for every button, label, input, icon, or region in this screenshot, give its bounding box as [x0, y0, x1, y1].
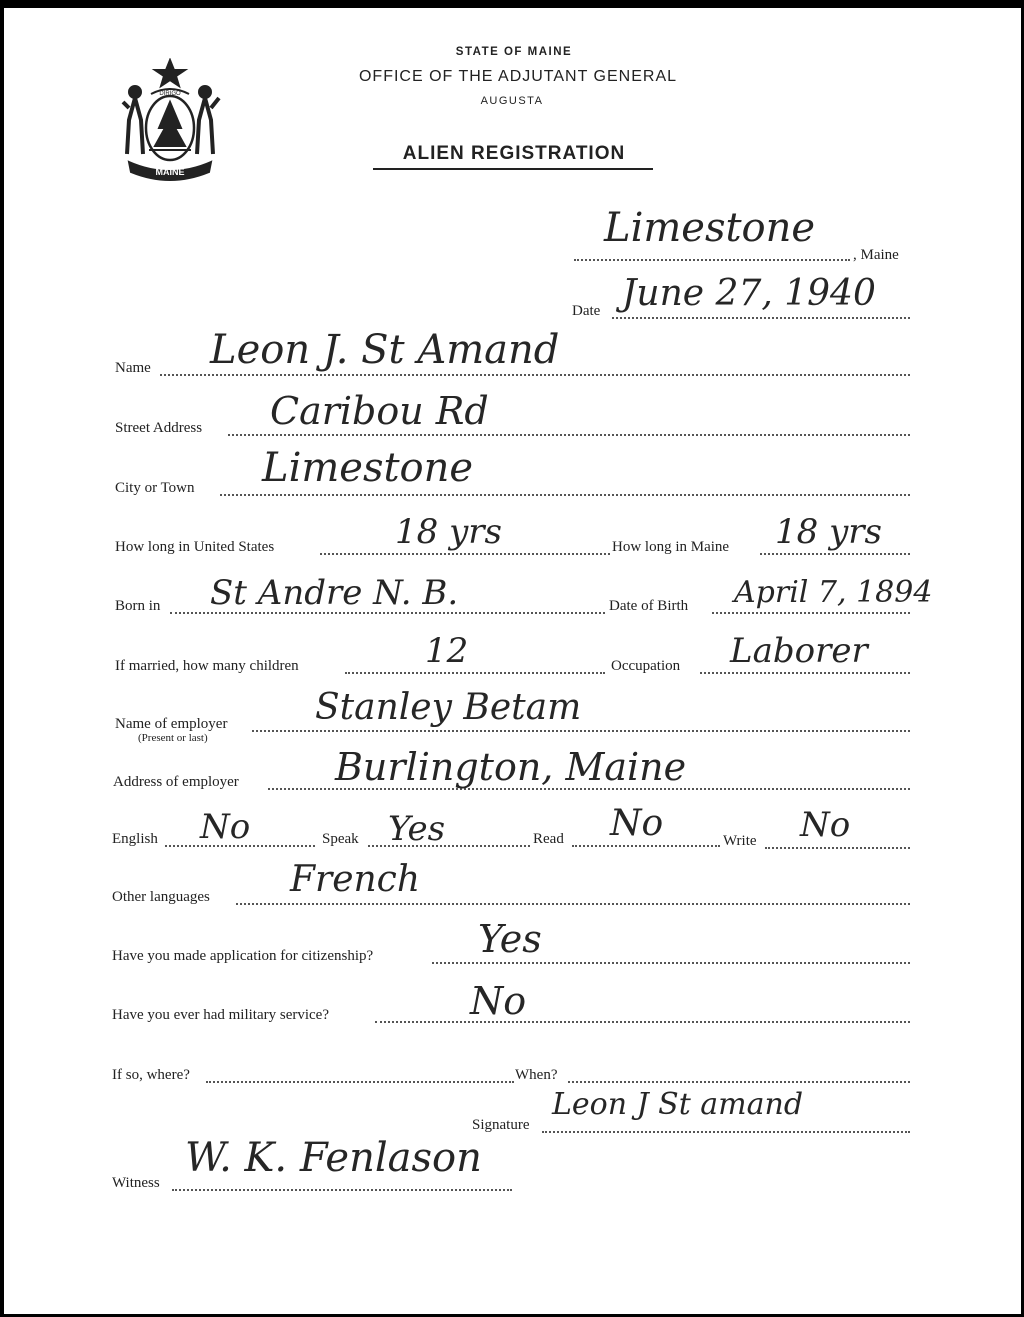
read-line — [572, 845, 720, 847]
years-us-label: How long in United States — [115, 539, 275, 555]
scan-border-left — [0, 0, 4, 1317]
citizenship-label: Have you made application for citizenship? — [112, 948, 374, 964]
office-heading: OFFICE OF THE ADJUTANT GENERAL — [358, 68, 678, 85]
children-label: If married, how many children — [115, 658, 299, 674]
write-line — [765, 847, 910, 849]
years-maine-line — [760, 553, 910, 555]
seal-name-text: MAINE — [155, 167, 185, 177]
citizenship-line — [432, 962, 910, 964]
street-label: Street Address — [115, 420, 203, 436]
title-underline — [373, 168, 653, 170]
employer-entry: Stanley Betam — [315, 687, 582, 728]
military-label: Have you ever had military service? — [112, 1007, 329, 1023]
city-line — [220, 494, 910, 496]
read-entry: No — [610, 803, 664, 844]
children-line — [345, 672, 605, 674]
speak-label: Speak — [322, 831, 359, 847]
signature-line — [542, 1131, 910, 1133]
witness-entry: W. K. Fenlason — [185, 1135, 482, 1181]
date-line — [612, 317, 910, 319]
write-entry: No — [800, 805, 851, 845]
where-line — [206, 1081, 514, 1083]
other-languages-label: Other languages — [112, 889, 210, 905]
signature-entry: Leon J St amand — [552, 1087, 804, 1122]
military-entry: No — [470, 979, 527, 1023]
date-entry: June 27, 1940 — [622, 273, 876, 314]
write-label: Write — [723, 833, 757, 849]
when-label: When? — [515, 1067, 558, 1083]
dob-label: Date of Birth — [609, 598, 689, 614]
years-us-entry: 18 yrs — [395, 512, 502, 552]
scan-border-top — [0, 0, 1024, 8]
other-languages-entry: French — [290, 859, 421, 900]
years-maine-label: How long in Maine — [612, 539, 730, 555]
occupation-entry: Laborer — [730, 631, 868, 671]
street-entry: Caribou Rd — [270, 389, 489, 433]
city-entry: Limestone — [262, 445, 474, 491]
children-entry: 12 — [425, 631, 469, 671]
witness-line — [172, 1189, 512, 1191]
employer-line — [252, 730, 910, 732]
street-line — [228, 434, 910, 436]
seal-motto-text: DIRIGO — [159, 91, 181, 97]
citizenship-entry: Yes — [478, 917, 542, 961]
years-us-line — [320, 553, 610, 555]
city-label: City or Town — [115, 480, 195, 496]
occupation-line — [700, 672, 910, 674]
city-heading: AUGUSTA — [480, 95, 544, 107]
dob-entry: April 7, 1894 — [734, 575, 933, 610]
speak-entry: Yes — [388, 809, 446, 849]
employer-label: Name of employer — [115, 716, 228, 732]
name-entry: Leon J. St Amand — [210, 327, 560, 373]
where-label: If so, where? — [112, 1067, 190, 1083]
read-label: Read — [533, 831, 564, 847]
place-line — [574, 259, 850, 261]
born-in-label: Born in — [115, 598, 161, 614]
name-label: Name — [115, 360, 151, 376]
dob-line — [712, 612, 910, 614]
employer-address-entry: Burlington, Maine — [335, 745, 687, 789]
place-entry: Limestone — [604, 205, 816, 251]
english-entry: No — [200, 807, 251, 847]
employer-address-label: Address of employer — [113, 774, 239, 790]
name-line — [160, 374, 910, 376]
english-label: English — [112, 831, 158, 847]
military-line — [375, 1021, 910, 1023]
date-label: Date — [572, 303, 601, 319]
signature-label: Signature — [472, 1117, 530, 1133]
form-title: ALIEN REGISTRATION — [402, 143, 626, 164]
years-maine-entry: 18 yrs — [775, 512, 882, 552]
occupation-label: Occupation — [611, 658, 681, 674]
state-heading: STATE OF MAINE — [455, 46, 573, 58]
witness-label: Witness — [112, 1175, 160, 1191]
employer-note: (Present or last) — [138, 732, 208, 744]
when-line — [568, 1081, 910, 1083]
born-in-entry: St Andre N. B. — [210, 573, 459, 613]
place-suffix-label: , Maine — [853, 247, 899, 263]
other-languages-line — [236, 903, 910, 905]
